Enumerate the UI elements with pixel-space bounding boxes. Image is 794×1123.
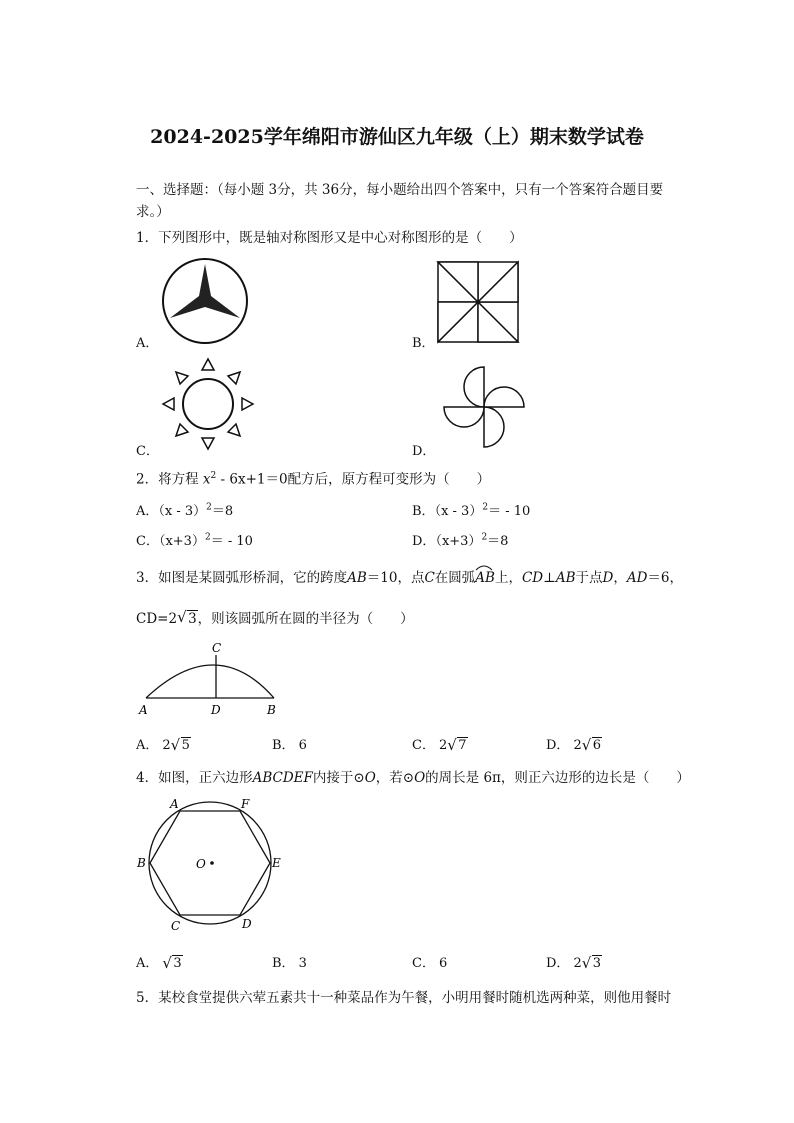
q1-figure-b — [436, 260, 520, 344]
label-d: D — [211, 703, 221, 717]
section-header-cont: 求。） — [136, 204, 170, 220]
section-header: 一、选择题：（每小题 3分，共 36分，每小题给出四个答案中，只有一个答案符合题目要 — [136, 182, 664, 198]
label-c: C — [212, 641, 222, 655]
question-3-stem-line2: CD=2√ 3，则该圆弧所在圆的半径为（ ） — [136, 609, 414, 629]
q4-figure-hexagon — [134, 794, 284, 936]
q2-option-a: A．（x - 3）$^2$＝8 — [136, 502, 234, 519]
label-d: D — [242, 917, 252, 931]
q1-figure-a — [160, 256, 250, 346]
q4-option-d: D． 2√ 3 — [546, 952, 602, 971]
label-a: A — [139, 703, 148, 717]
q2-option-d: D．$(x+3)^2=8$ — [412, 532, 509, 549]
q4-option-a: A．√ 3 — [136, 952, 183, 971]
question-3-stem-line1: 3．如图是某圆弧形桥洞，它的跨度AB＝10，点C在圆弧AB 上，CD⊥AB于点D，AD＝6， — [136, 568, 683, 588]
label-b: B — [137, 856, 146, 870]
q2-option-b: B．（x - 3）$^2$＝ - 10 — [412, 502, 531, 519]
q1-figure-c — [160, 356, 256, 452]
q1-option-d-label: D． — [412, 444, 436, 459]
q3-figure-arc-bridge — [136, 638, 286, 718]
label-o: O — [196, 857, 206, 871]
q3-option-a: A． 2√ 5 — [136, 734, 191, 753]
label-b: B — [267, 703, 276, 717]
label-a: A — [170, 797, 179, 811]
q1-option-a-label: A． — [136, 336, 159, 351]
question-2-stem: 2．将方程 $x^2 - 6x+1=0$配方后，原方程可变形为（ ） — [136, 471, 491, 488]
q4-option-b: B． 3 — [272, 956, 307, 971]
label-c: C — [171, 919, 181, 933]
page-title: 2024-2025学年绵阳市游仙区九年级（上）期末数学试卷 — [150, 126, 644, 148]
q1-figure-d — [436, 362, 532, 452]
q3-option-c: C． 2√ 7 — [412, 734, 468, 753]
arc-ab: AB — [475, 568, 495, 588]
label-e: E — [272, 856, 281, 870]
question-4-stem: 4．如图，正六边形ABCDEF内接于⊙O，若⊙O的周长是 6π，则正六边形的边长是（ ） — [136, 770, 690, 786]
label-f: F — [241, 797, 250, 811]
q1-option-c-label: C． — [136, 444, 159, 459]
question-1-stem: 1．下列图形中，既是轴对称图形又是中心对称图形的是（ ） — [136, 230, 523, 246]
question-5-stem: 5．某校食堂提供六荤五素共十一种菜品作为午餐，小明用餐时随机选两种菜，则他用餐时 — [136, 990, 672, 1006]
q4-option-c: C． 6 — [412, 956, 448, 971]
q2-option-c: C．$(x+3)^2= - 10$ — [136, 532, 253, 549]
q1-option-b-label: B． — [412, 336, 435, 351]
q3-option-b: B． 6 — [272, 738, 307, 753]
q3-option-d: D． 2√ 6 — [546, 734, 602, 753]
